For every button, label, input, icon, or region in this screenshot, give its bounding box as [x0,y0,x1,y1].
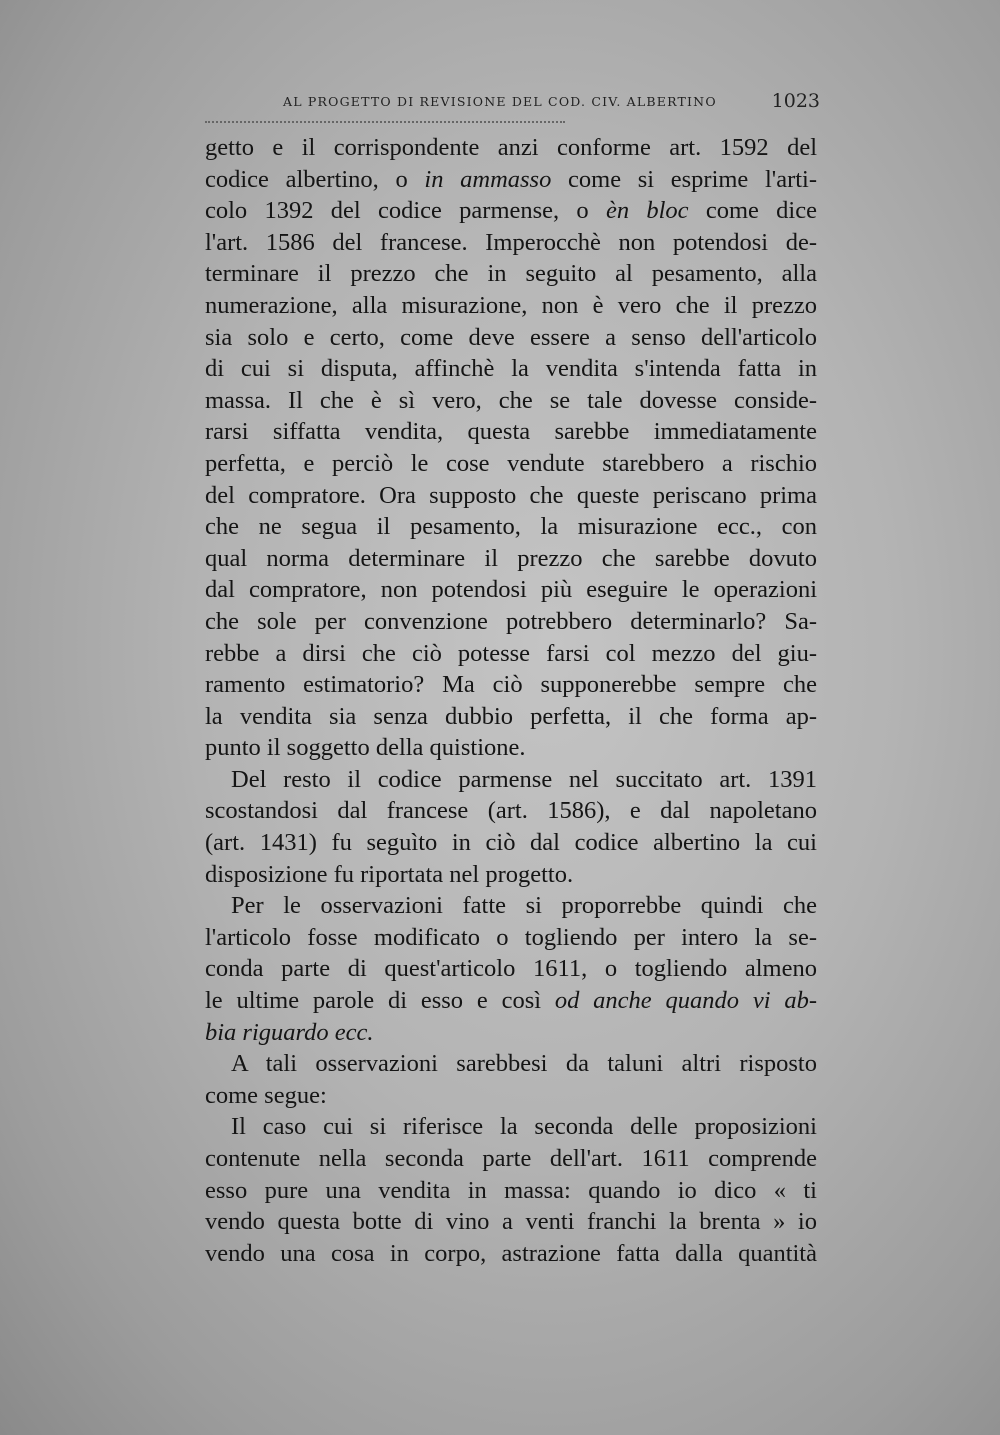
text-run: terminare il prezzo che in seguito al pesamento, alla [205,260,817,288]
text-run: Per le osservazioni fatte si proporrebbe quindi che [231,892,817,920]
body-text [205,132,817,1269]
text-run: del compratore. Ora supposto che queste periscano prima [205,481,817,509]
text-line [205,1175,817,1207]
text-run: rebbe a dirsi che ciò potesse farsi col mezzo del giu- [205,639,817,667]
page-number: 1023 [771,90,820,112]
text-run: codice albertino, o [205,165,425,193]
text-run: l'art. 1586 del francese. Imperocchè non potendosi de- [205,228,817,256]
text-line [205,1080,817,1112]
text-line [205,638,817,670]
text-run: A tali osservazioni sarebbesi da taluni altri risposto [231,1050,817,1078]
header-rule [205,121,565,123]
text-line [205,385,817,417]
text-run: dal compratore, non potendosi più eseguire le operazioni [205,576,817,604]
text-run: colo 1392 del codice parmense, o [205,197,606,225]
text-run: ramento estimatorio? Ma ciò supponerebbe sempre che [205,671,817,699]
text-run: vendo questa botte di vino a venti franchi la brenta » io [205,1208,817,1236]
text-line [205,890,817,922]
text-line [205,1048,817,1080]
text-run: che ne segua il pesamento, la misurazione ecc., con [205,513,817,541]
italic-text: in ammasso [424,165,552,193]
text-line [205,953,817,985]
text-line [205,480,817,512]
text-run: conda parte di quest'articolo 1611, o togliendo almeno [205,955,817,983]
text-run: come si esprime l'arti- [551,165,817,193]
text-run: getto e il corrispondente anzi conforme art. 1592 del [205,134,817,161]
italic-text: èn bloc [605,197,689,225]
text-run: come segue: [205,1081,327,1109]
text-line [205,701,817,733]
text-line [205,859,817,891]
text-run: Del resto il codice parmense nel succitato art. 1391 [231,765,817,793]
text-line [205,416,817,448]
text-line [205,827,817,859]
text-run: rarsi siffatta vendita, questa sarebbe immediatamente [205,418,817,446]
italic-text: od anche quando vi ab- [554,987,817,1015]
text-line [205,511,817,543]
text-line [205,322,817,354]
text-run: che sole per convenzione potrebbero determinarlo? Sa- [205,607,817,635]
text-line [205,353,817,385]
text-line [205,448,817,480]
text-run: scostandosi dal francese (art. 1586), e dal napoletano [205,797,817,825]
text-line [205,922,817,954]
text-run: l'articolo fosse modificato o togliendo per intero la se- [205,923,817,951]
running-head [205,90,820,118]
text-line [205,1017,817,1049]
text-line [205,1111,817,1143]
text-line [205,764,817,796]
text-run: numerazione, alla misurazione, non è vero che il prezzo [205,291,817,319]
italic-text: bia riguardo ecc. [205,1018,374,1046]
text-line [205,1206,817,1238]
running-title: AL PROGETTO DI REVISIONE DEL COD. CIV. ALBERTINO [283,94,717,109]
text-line [205,258,817,290]
text-run: la vendita sia senza dubbio perfetta, il che forma ap- [205,702,817,730]
text-run: massa. Il che è sì vero, che se tale dovesse conside- [205,386,817,414]
text-run: vendo una cosa in corpo, astrazione fatta dalla quantità [205,1239,817,1267]
text-run: sia solo e certo, come deve essere a senso dell'articolo [205,323,817,351]
text-run: come dice [688,197,817,225]
text-run: disposizione fu riportata nel progetto. [205,860,574,888]
text-line [205,1238,817,1270]
text-run: qual norma determinare il prezzo che sarebbe dovuto [205,544,817,572]
text-line [205,795,817,827]
text-line [205,985,817,1017]
text-run: di cui si disputa, affinchè la vendita s'intenda fatta in [205,355,817,383]
text-run: Il caso cui si riferisce la seconda delle proposizioni [231,1113,817,1141]
text-run: contenute nella seconda parte dell'art. 1611 comprende [205,1145,817,1172]
text-line [205,543,817,575]
text-run: esso pure una vendita in massa: quando io dico « ti [205,1176,817,1204]
text-line [205,227,817,259]
text-run: perfetta, e perciò le cose vendute starebbero a rischio [205,449,817,477]
text-line [205,574,817,606]
text-run: punto il soggetto della quistione. [205,734,526,762]
text-line [205,195,817,227]
text-run: (art. 1431) fu seguìto in ciò dal codice albertino la cui [205,829,817,857]
text-run: le ultime parole di esso e così [205,987,555,1015]
text-line [205,669,817,701]
text-line [205,606,817,638]
text-line [205,290,817,322]
text-line [205,732,817,764]
text-line [205,132,817,164]
text-line [205,164,817,196]
text-line [205,1143,817,1175]
